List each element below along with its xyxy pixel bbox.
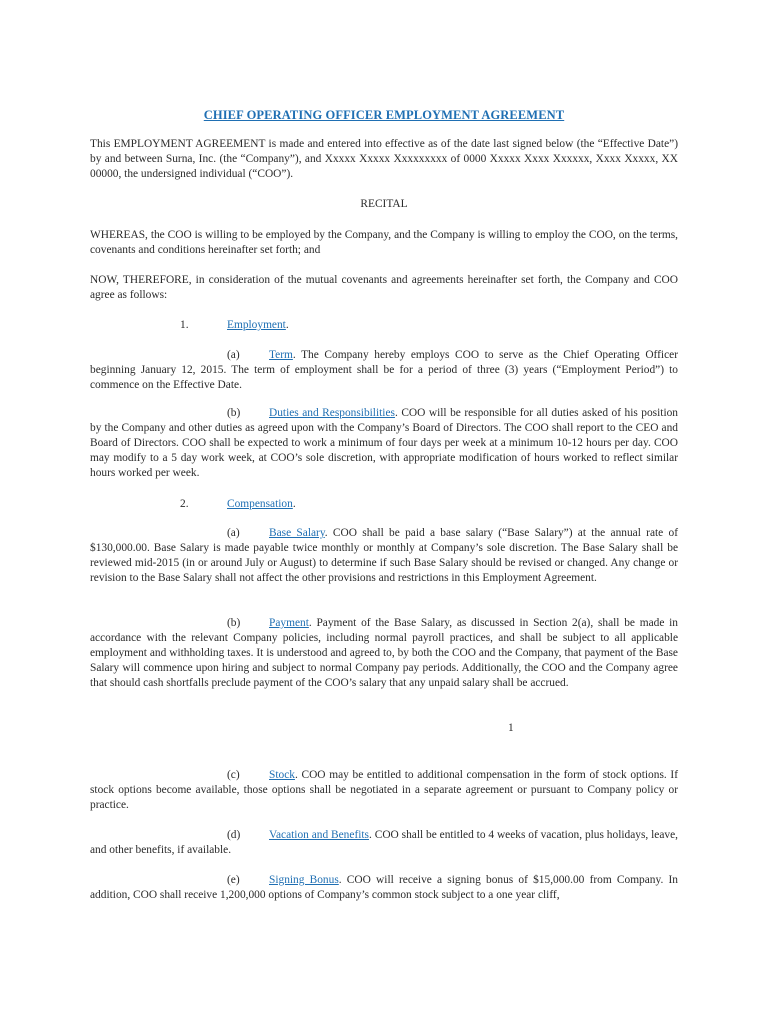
page-number: 1 [508,722,514,734]
section-number: 2. [180,498,189,510]
recital-heading: RECITAL [360,198,408,210]
subsection-title-stock: Stock [269,769,295,781]
subsection-text: . COO will receive a signing bonus of $15,000.00 from Company. In addition, COO shall receive 1,200,000 options of Company’s common stock subject to a one year cliff, [90,874,678,901]
subsection-title-signing-bonus: Signing Bonus [269,874,339,886]
section-1-heading: 1. Employment. [180,319,289,331]
subsection-letter: (a) [227,527,240,539]
subsection-text: . The Company hereby employs COO to serve as the Chief Operating Officer beginning January 12, 2015. The term of employment shall be for a period of three (3) years (“Employment Period”) to commence on the Effective Date. [90,349,678,391]
subsection-2d [90,828,678,858]
subsection-2a [90,526,678,586]
subsection-title-vacation: Vacation and Benefits [269,829,369,841]
whereas-paragraph: WHEREAS, the COO is willing to be employed by the Company, and the Company is willing to employ the COO, on the terms, covenants and conditions hereinafter set forth; and [90,229,678,256]
subsection-letter: (b) [227,617,241,629]
subsection-title-base-salary: Base Salary [269,527,325,539]
subsection-letter: (b) [227,407,241,419]
subsection-text: . COO shall be entitled to 4 weeks of vacation, plus holidays, leave, and other benefits, if available. [90,829,678,856]
subsection-letter: (d) [227,829,241,841]
subsection-letter: (a) [227,349,240,361]
intro-paragraph: This EMPLOYMENT AGREEMENT is made and entered into effective as of the date last signed below (the “Effective Date”) by and between Surna, Inc. (the “Company”), and Xxxxx Xxxxx Xxxxxxxxx of 0000 Xxxxx Xxxx Xxxxxx, Xxxx Xxxxx, XX 00000, the undersigned individual (“COO”). [90,138,678,180]
subsection-title-term: Term [269,349,293,361]
subsection-2c [90,768,678,813]
subsection-text: . COO shall be paid a base salary (“Base Salary”) at the annual rate of $130,000.00. Base Salary is made payable twice monthly or monthly at Company’s sole discretion. The Base Salary shall be reviewed mid-2015 (in or around July or August) to determine if such Base Salary should be revised or changed. Any change or revision to the Base Salary shall not affect the other provisions and restrictions in this Employment Agreement. [90,527,678,584]
section-number: 1. [180,319,189,331]
subsection-1a [90,348,678,393]
section-2-heading: 2. Compensation. [180,498,296,510]
section-title-compensation: Compensation [227,498,293,510]
subsection-1b [90,406,678,481]
document-title: CHIEF OPERATING OFFICER EMPLOYMENT AGREEMENT [203,108,565,122]
subsection-letter: (c) [227,769,240,781]
subsection-letter: (e) [227,874,240,886]
now-therefore-paragraph: NOW, THEREFORE, in consideration of the mutual covenants and agreements hereinafter set forth, the Company and COO agree as follows: [90,274,678,301]
subsection-text: . COO will be responsible for all duties asked of his position by the Company and other duties as agreed upon with the Company’s Board of Directors. The COO shall report to the CEO and Board of Directors. COO shall be expected to work a minimum of four days per week at a minimum 10-12 hours per day. COO may modify to a 5 day work week, at COO’s sole discretion, with appropriate modification of hours worked to reflect similar hours worked per week. [90,407,678,479]
section-title-employment: Employment [227,319,286,331]
subsection-text: . Payment of the Base Salary, as discussed in Section 2(a), shall be made in accordance with the relevant Company policies, including normal payroll practices, and shall be subject to all applicable employment and withholding taxes. It is understood and agreed to, by both the COO and the Company, that payment of the Base Salary will commence upon hiring and subject to normal Company pay periods. Additionally, the COO and the Company agree that should cash shortfalls preclude payment of the COO’s salary that any unpaid salary shall be accrued. [90,617,678,689]
subsection-title-payment: Payment [269,617,309,629]
subsection-title-duties: Duties and Responsibilities [269,407,395,419]
subsection-2b [90,616,678,691]
subsection-text: . COO may be entitled to additional compensation in the form of stock options. If stock options become available, those options shall be negotiated in a separate agreement or pursuant to Company policy or practice. [90,769,678,811]
subsection-2e [90,873,678,903]
